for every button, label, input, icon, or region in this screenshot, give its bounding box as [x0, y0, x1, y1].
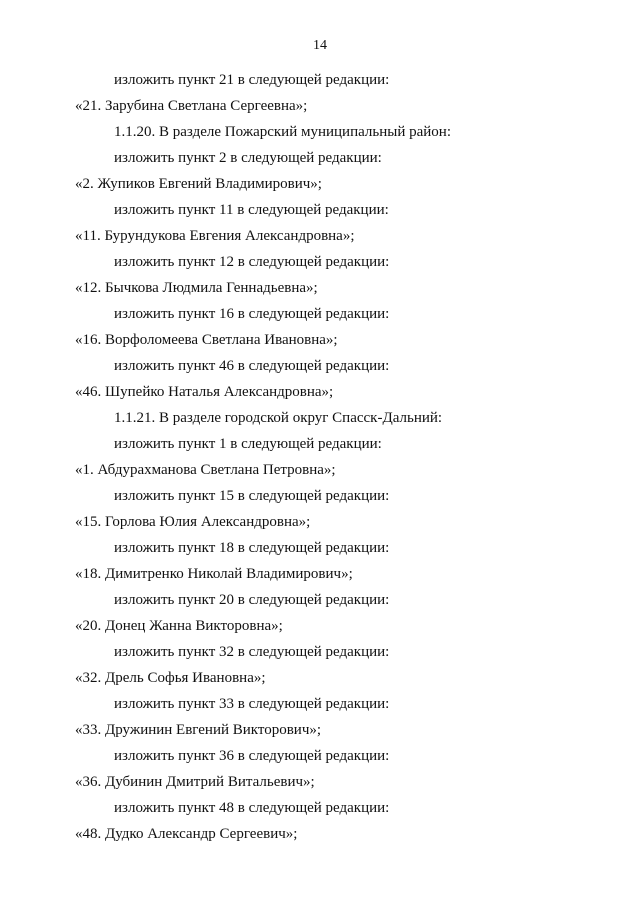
instruction-line: изложить пункт 15 в следующей редакции: — [114, 488, 390, 504]
instruction-line: 1.1.21. В разделе городской округ Спасск-Дальний: — [114, 410, 443, 426]
amendment-line: «21. Зарубина Светлана Сергеевна»; — [75, 98, 308, 114]
instruction-line: изложить пункт 18 в следующей редакции: — [114, 540, 390, 556]
instruction-line: изложить пункт 12 в следующей редакции: — [114, 254, 390, 270]
document-body — [0, 67, 640, 847]
amendment-line: «11. Бурундукова Евгения Александровна»; — [75, 228, 355, 244]
amendment-line: «36. Дубинин Дмитрий Витальевич»; — [75, 774, 315, 790]
amendment-line: «46. Шупейко Наталья Александровна»; — [75, 384, 334, 400]
amendment-line: «18. Димитренко Николай Владимирович»; — [75, 566, 353, 582]
instruction-line: изложить пункт 11 в следующей редакции: — [114, 202, 389, 218]
amendment-line: «48. Дудко Александр Сергеевич»; — [75, 826, 298, 842]
amendment-line: «32. Дрель Софья Ивановна»; — [75, 670, 266, 686]
amendment-line: «1. Абдурахманова Светлана Петровна»; — [75, 462, 336, 478]
amendment-line: «2. Жупиков Евгений Владимирович»; — [75, 176, 322, 192]
instruction-line: изложить пункт 16 в следующей редакции: — [114, 306, 390, 322]
amendment-line: «20. Донец Жанна Викторовна»; — [75, 618, 283, 634]
instruction-line: изложить пункт 32 в следующей редакции: — [114, 644, 390, 660]
instruction-line: изложить пункт 33 в следующей редакции: — [114, 696, 390, 712]
instruction-line: изложить пункт 36 в следующей редакции: — [114, 748, 390, 764]
amendment-line: «33. Дружинин Евгений Викторович»; — [75, 722, 322, 738]
instruction-line: изложить пункт 21 в следующей редакции: — [114, 72, 390, 88]
page-number: 14 — [313, 38, 327, 53]
amendment-line: «12. Бычкова Людмила Геннадьевна»; — [75, 280, 318, 296]
instruction-line: 1.1.20. В разделе Пожарский муниципальный район: — [114, 124, 451, 140]
instruction-line: изложить пункт 20 в следующей редакции: — [114, 592, 390, 608]
instruction-line: изложить пункт 46 в следующей редакции: — [114, 358, 390, 374]
instruction-line: изложить пункт 48 в следующей редакции: — [114, 800, 390, 816]
amendment-line: «15. Горлова Юлия Александровна»; — [75, 514, 311, 530]
amendment-line: «16. Ворфоломеева Светлана Ивановна»; — [75, 332, 338, 348]
instruction-line: изложить пункт 2 в следующей редакции: — [114, 150, 382, 166]
instruction-line: изложить пункт 1 в следующей редакции: — [114, 436, 382, 452]
